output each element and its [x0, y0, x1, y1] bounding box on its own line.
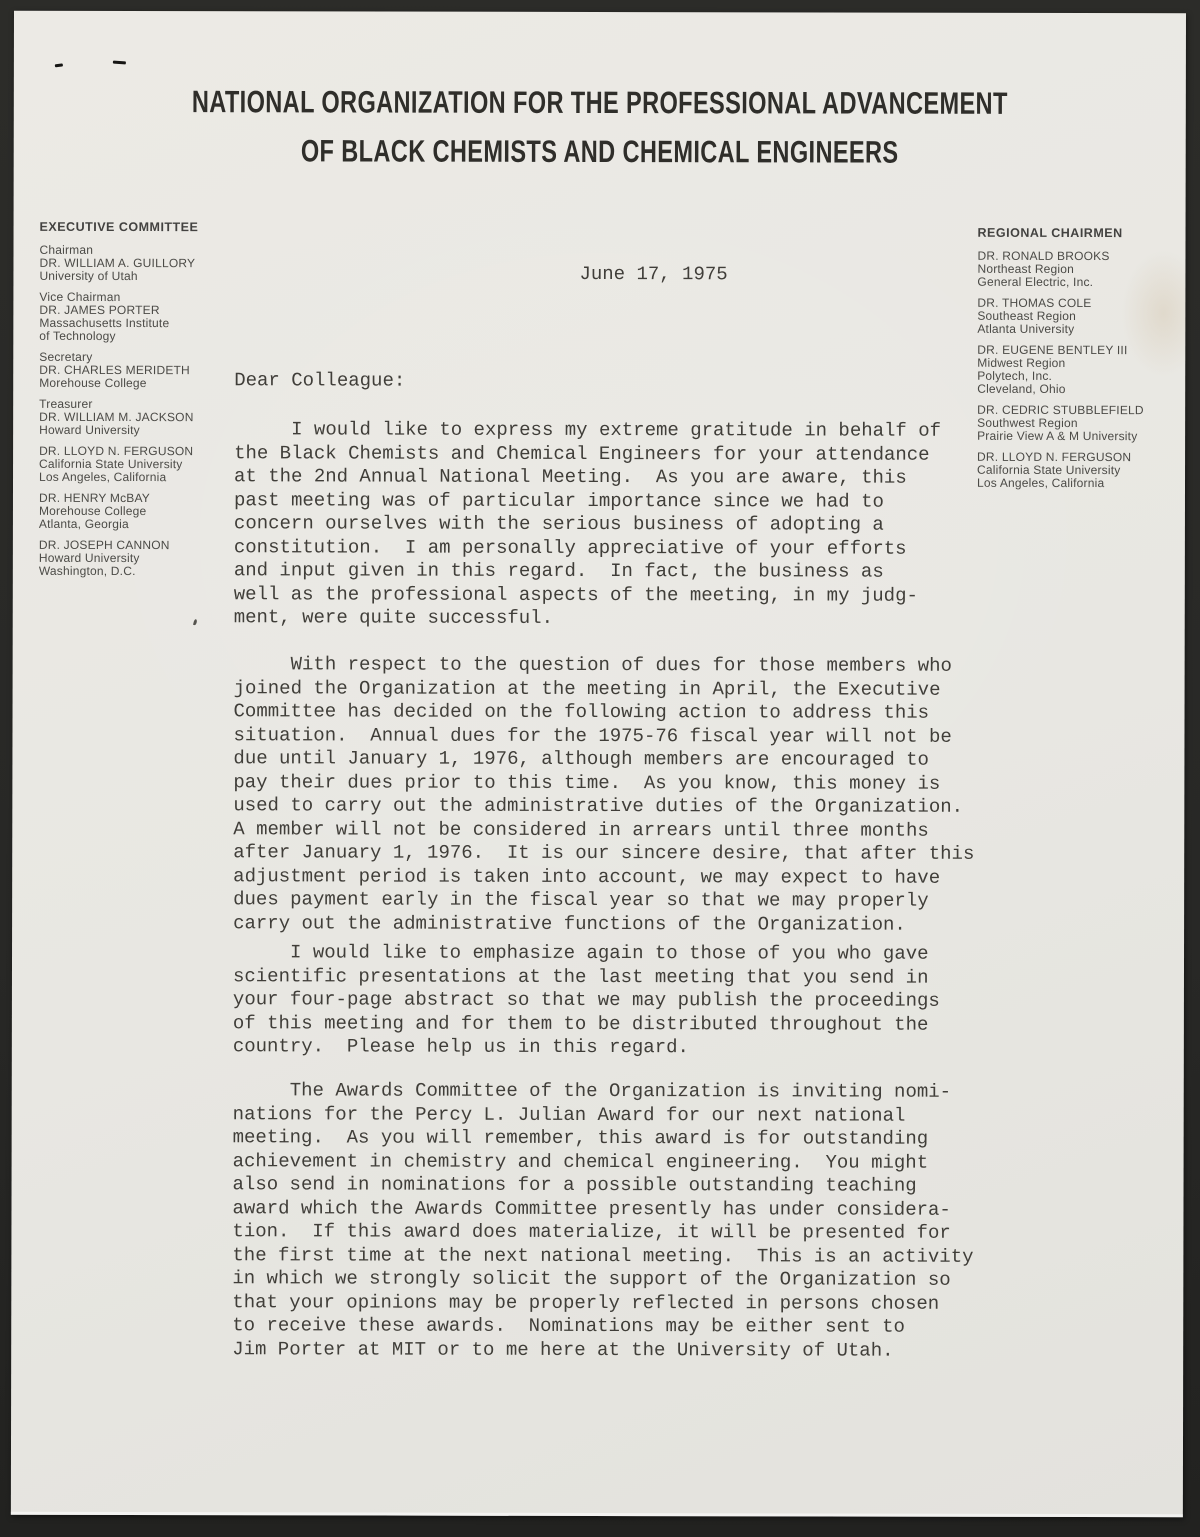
paragraph-3: I would like to emphasize again to those of you who gave scientific presentations at the last meeting that you send in your four-page abstract so that we may publish the proceedings of this meeting and for them to be distributed throughout the country. Please help us in this regard.	[232, 941, 940, 1059]
regional-chairmen-heading: REGIONAL CHAIRMEN	[977, 225, 1123, 241]
member-region-affiliation: Southeast Region Atlanta University	[977, 308, 1076, 336]
member-name: DR. RONALD BROOKS	[977, 248, 1110, 264]
member-name: DR. LLOYD N. FERGUSON	[977, 449, 1132, 465]
member-name: DR. EUGENE BENTLEY III	[977, 342, 1128, 358]
member-role: Secretary	[39, 349, 93, 364]
member-region-affiliation: Northeast Region General Electric, Inc.	[977, 261, 1094, 290]
member-role: Chairman	[39, 242, 94, 257]
committee-member	[39, 492, 234, 531]
letterhead	[14, 85, 1186, 170]
member-affiliation: University of Utah	[39, 268, 138, 284]
committee-member	[39, 539, 234, 578]
paragraph-2: With respect to the question of dues for those members who joined the Organization at the meeting in April, the Executive Committee has decided on the following action to address this situation. Annual dues for the 1975-76 fiscal year will not be due until January 1, 1976, although members are encouraged to pay their dues prior to this time. As you know, this money is used to carry out the administrative duties of the Organization. A member will not be considered in arrears until three months after January 1, 1976. It is our sincere desire, that after this adjustment period is taken into account, we may expect to have dues payment early in the fiscal year so that we may properly carry out the administrative functions of the Organization.	[233, 653, 975, 936]
pen-mark	[113, 61, 126, 65]
committee-member	[39, 445, 234, 484]
committee-member	[39, 398, 234, 437]
org-title-line-2: OF BLACK CHEMISTS AND CHEMICAL ENGINEERS	[300, 133, 899, 170]
member-name: DR. CEDRIC STUBBLEFIELD	[977, 402, 1144, 418]
regional-chairman	[977, 451, 1182, 490]
member-name: DR. CHARLES MERIDETH	[39, 362, 190, 378]
executive-committee-heading: EXECUTIVE COMMITTEE	[39, 219, 199, 235]
member-name: DR. HENRY McBAY	[38, 490, 151, 506]
member-name: DR. WILLIAM M. JACKSON	[39, 409, 194, 425]
pen-mark	[55, 63, 63, 67]
letter-date: June 17, 1975	[579, 262, 728, 286]
member-region-affiliation: Southwest Region Prairie View A & M University	[977, 415, 1138, 444]
regional-chairman	[977, 404, 1182, 443]
regional-chairman	[977, 250, 1182, 289]
member-affiliation: California State University Los Angeles, California	[39, 456, 183, 485]
member-name: DR. LLOYD N. FERGUSON	[39, 443, 194, 459]
regional-chairman	[977, 344, 1182, 396]
member-affiliation: Morehouse College Atlanta, Georgia	[38, 503, 147, 532]
member-name: DR. JOSEPH CANNON	[38, 537, 170, 553]
member-name: DR. JAMES PORTER	[39, 302, 160, 318]
member-name: DR. WILLIAM A. GUILLORY	[39, 255, 196, 271]
executive-committee-list	[39, 221, 235, 586]
regional-chairman	[977, 297, 1182, 336]
member-role: Treasurer	[39, 396, 93, 411]
member-role: Vice Chairman	[39, 289, 121, 304]
paragraph-4: The Awards Committee of the Organization is inviting nomi- nations for the Percy L. Julian Award for our next national meeting. As you will remember, this award is for outstanding achievement in chemistry and chemical engineering. You might also send in nominations for a possible outstanding teaching award which the Awards Committee presently has under considera- tion. If this award does materialize, it will be presented for the first time at the next national meeting. This is an activity in which we strongly solicit the support of the Organization so that your opinions may be properly reflected in persons chosen to receive these awards. Nominations may be either sent to Jim Porter at MIT or to me here at the University of Utah.	[232, 1079, 974, 1362]
committee-member	[39, 244, 234, 283]
committee-member	[39, 351, 234, 390]
letter-page	[11, 11, 1186, 1517]
regional-chairmen-list	[977, 227, 1183, 498]
member-affiliation: Massachusetts Institute of Technology	[39, 315, 170, 343]
paper-bottom-edge	[11, 1512, 1183, 1517]
member-affiliation: Morehouse College	[39, 375, 147, 391]
org-title-line-1: NATIONAL ORGANIZATION FOR THE PROFESSIONAL ADVANCEMENT	[191, 84, 1008, 121]
committee-member	[39, 291, 234, 343]
member-affiliation: Howard University Washington, D.C.	[38, 550, 140, 579]
member-region-affiliation: California State University Los Angeles, California	[977, 462, 1121, 491]
ink-speck	[193, 619, 197, 626]
member-affiliation: Howard University	[39, 422, 140, 438]
salutation: Dear Colleague:	[234, 369, 406, 392]
member-region-affiliation: Midwest Region Polytech, Inc. Cleveland, Ohio	[977, 355, 1066, 396]
member-name: DR. THOMAS COLE	[977, 295, 1092, 311]
paragraph-1: I would like to express my extreme gratitude in behalf of the Black Chemists and Chemical Engineers for your attendance at the 2nd Annual National Meeting. As you are aware, this past meeting was of particular importance since we had to concern ourselves with the serious business of adopting a constitution. I am personally appreciative of your efforts and input given in this regard. In fact, the business as well as the professional aspects of the meeting, in my judg- ment, were quite successful.	[233, 418, 942, 629]
